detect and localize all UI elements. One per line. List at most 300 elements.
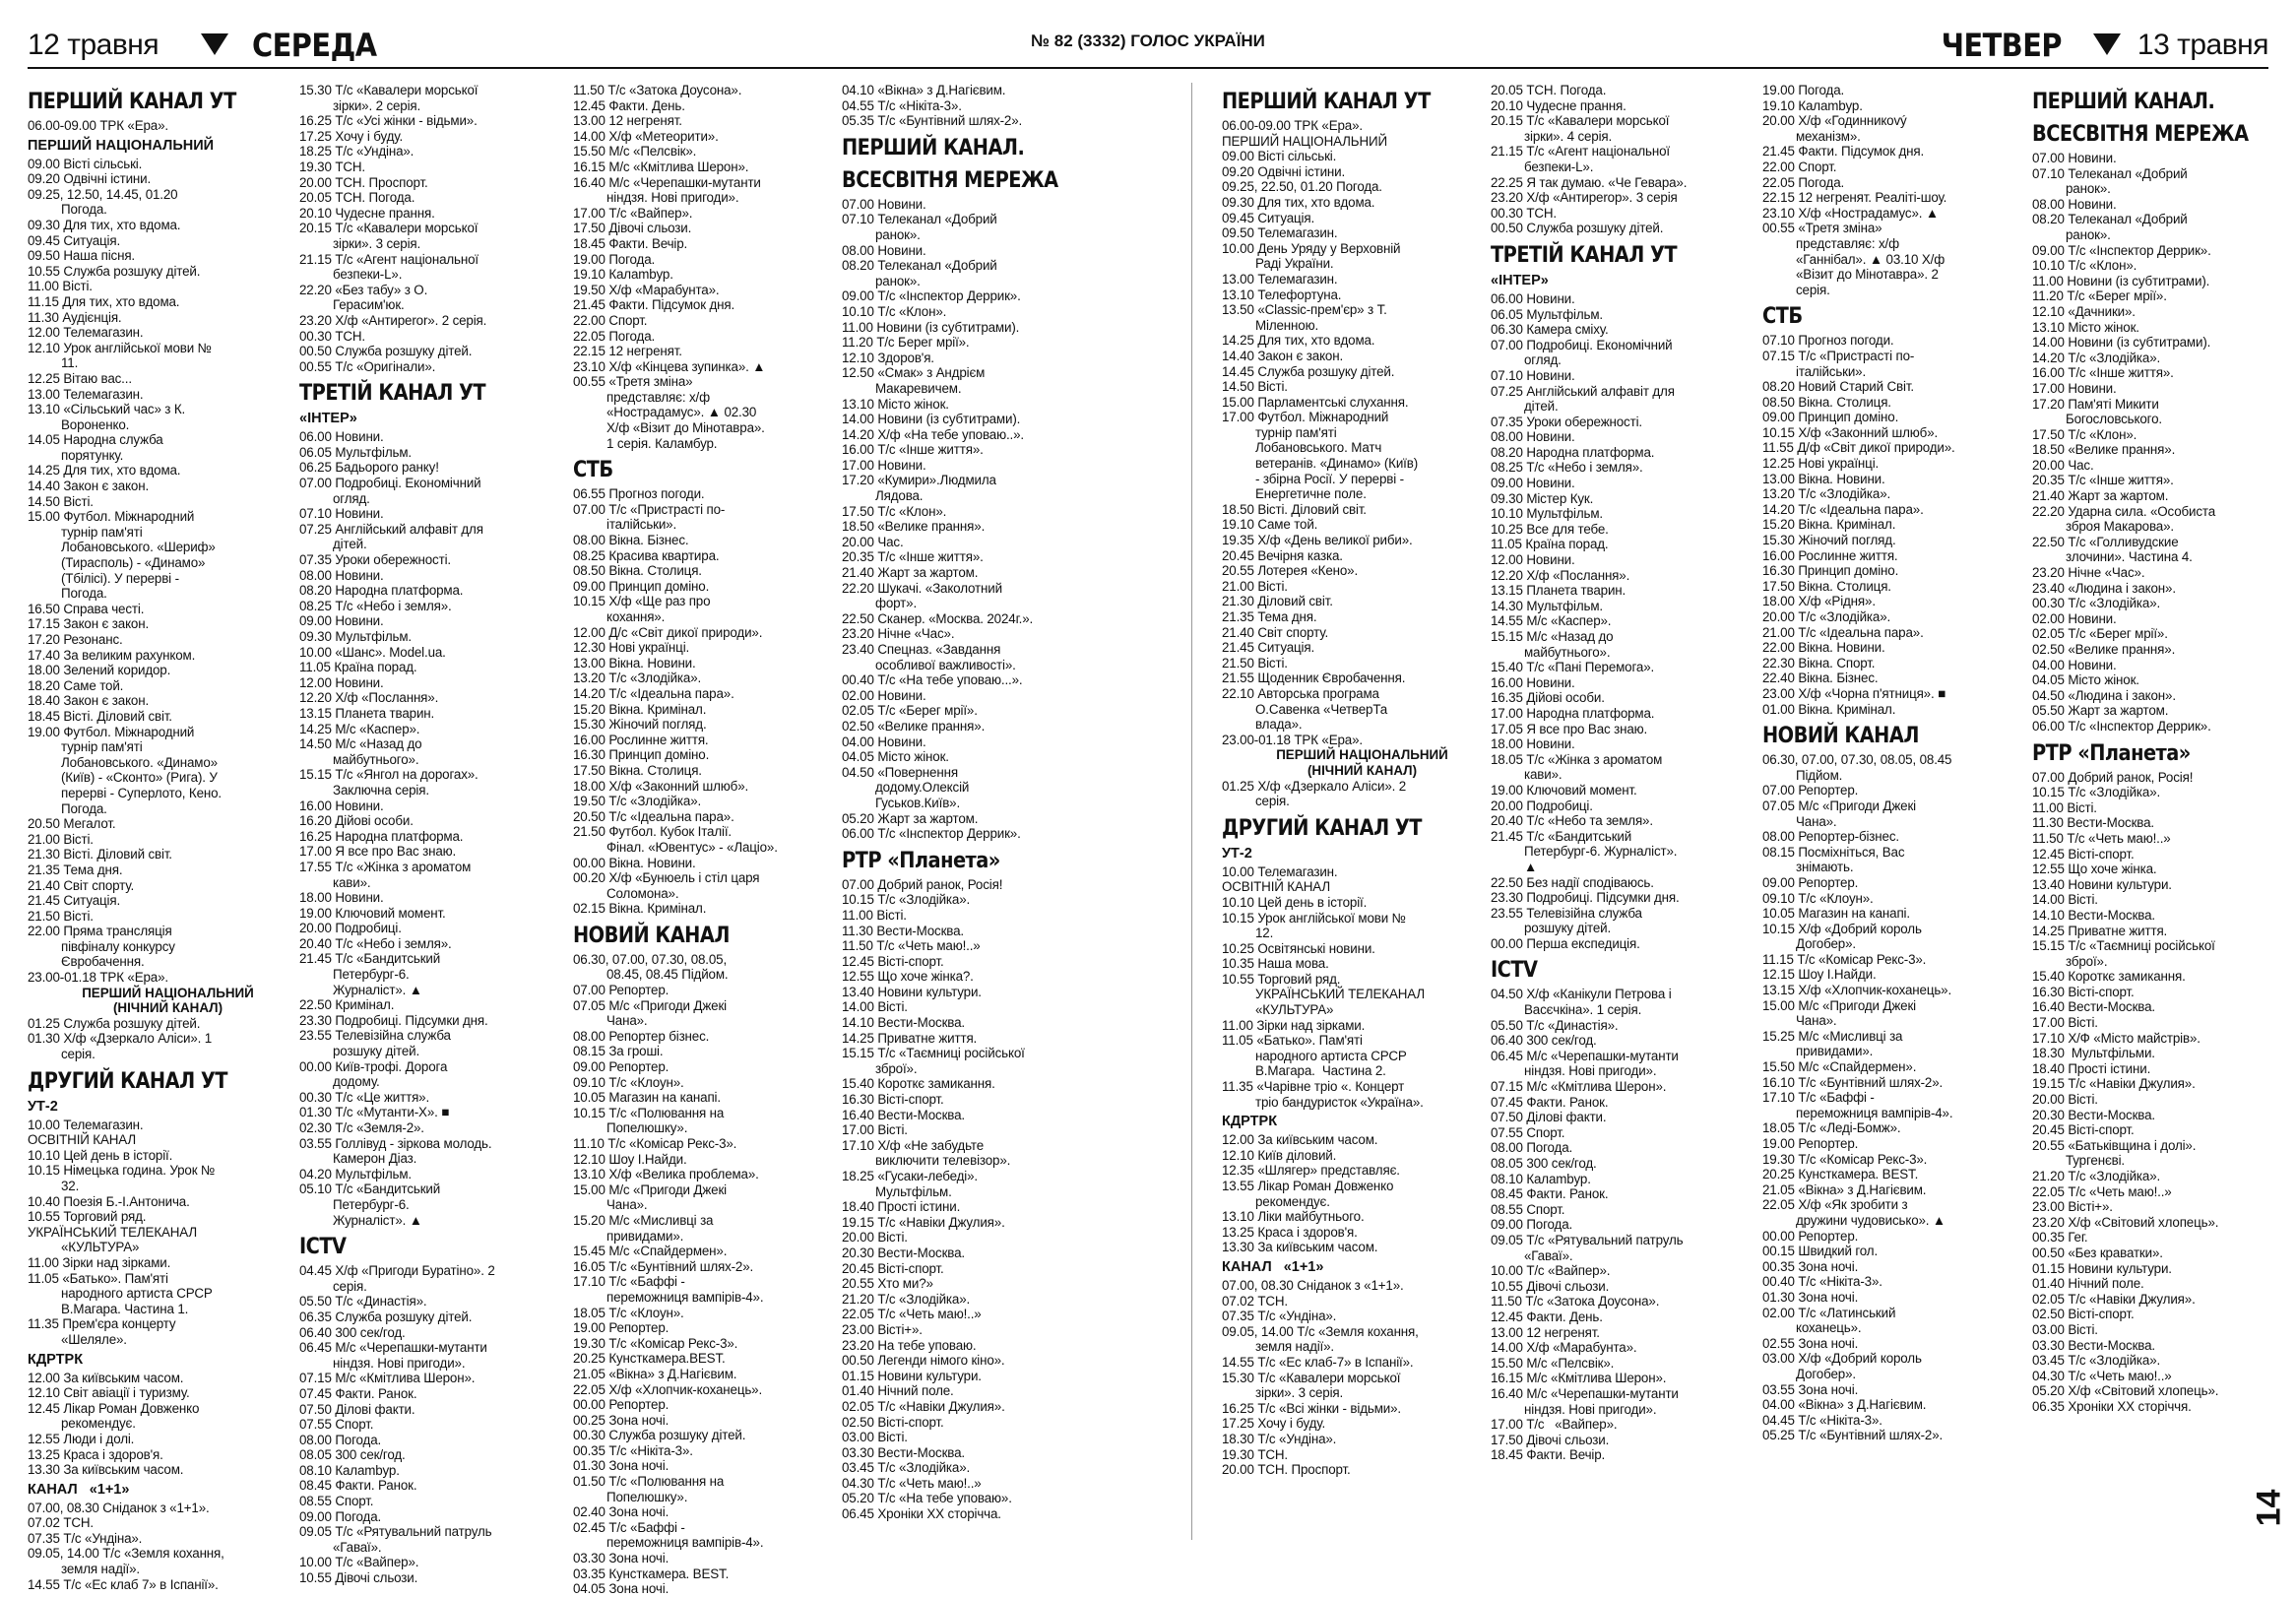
listing-line: 03.45 Т/с «Злодійка». <box>2032 1353 2161 1369</box>
listing-line: 12.00 Д/с «Світ дикої природи». <box>573 624 763 640</box>
listing-line: 11.05 Країна порад. <box>299 660 417 675</box>
listing-line: 07.15 М/с «Кмітлива Шерон». <box>1491 1079 1667 1095</box>
listing-line: 09.00 Т/с «Інспектор Деррик». <box>2032 242 2211 258</box>
listing-line: 17.00 Т/с «Вайпер». <box>1491 1417 1618 1433</box>
listing-continuation: ▲ <box>1524 859 1538 874</box>
listing-line: 19.10 Калambур. <box>573 267 673 283</box>
listing-line: 18.25 «Гусаки-лебеді». <box>842 1169 978 1183</box>
listing-line: 07.50 Ділові факти. <box>1491 1110 1607 1125</box>
listing-line: 00.50 Служба розшуку дітей. <box>1491 221 1664 236</box>
listing-line: 21.15 Т/с «Агент національної <box>299 251 478 267</box>
listing-continuation: порятунку. <box>61 447 124 463</box>
listing-line: 14.05 Народна служба <box>28 432 163 448</box>
listing-line: 15.20 Вікна. Кримінал. <box>573 701 707 717</box>
listing-continuation: Попелюшку». <box>606 1120 688 1136</box>
listing-line: 17.50 Вікна. Столиця. <box>573 762 702 778</box>
header-rule <box>28 67 2268 69</box>
listing-line: 13.00 Вікна. Новини. <box>573 655 696 671</box>
listing-line: 12.10 Шоу І.Найди. <box>573 1151 687 1167</box>
listing-line: 23.20 Нічне «Час». <box>842 626 955 642</box>
listing-continuation: представляє: х/ф <box>1796 235 1899 251</box>
listing-line: 21.35 Тема дня. <box>28 862 123 877</box>
listing-line: 22.10 Авторська програма <box>1222 685 1379 701</box>
listing-line: 12.15 Шоу І.Найди. <box>1762 967 1877 983</box>
listing-line: 14.20 Т/с «Ідеальна пара». <box>573 685 734 701</box>
listing-line: 01.30 Х/ф «Дзеркало Аліси». 1 <box>28 1031 213 1047</box>
listing-continuation: В.Магара. Частина 1. <box>61 1301 189 1316</box>
listing-continuation: коханець». <box>1796 1320 1862 1336</box>
listing-line: 11.50 Т/с «Затока Доусона». <box>1491 1294 1660 1310</box>
listing-line: 08.25 Т/с «Небо і земля». <box>1491 460 1643 476</box>
listing-line: 07.10 Телеканал «Добрий <box>2032 165 2188 181</box>
listing-line: 21.00 Т/с «Ідеальна пара». <box>1762 624 1924 640</box>
listing-line: 09.30 Мультфільм. <box>299 629 412 644</box>
listing-line: 11.20 Т/с «Берег мрії». <box>2032 288 2167 304</box>
listing-line: 08.15 За гроші. <box>573 1044 664 1059</box>
listing-continuation: дітей. <box>1524 399 1559 415</box>
listing-line: 21.30 Діловий світ. <box>1222 594 1333 609</box>
listing-continuation: Погода. <box>61 202 107 218</box>
listing-line: 22.20 Ударна сила. «Особиста <box>2032 503 2216 519</box>
listing-line: 09.00 Т/с «Інспектор Деррик». <box>842 288 1021 304</box>
listing-line: 17.00 Я все про Вас знаю. <box>299 844 457 860</box>
listing-line: 12.55 Що хоче жінка?. <box>842 969 974 985</box>
listing-line: 21.45 Ситуація. <box>1222 640 1315 656</box>
listing-continuation: ранок». <box>2066 181 2111 197</box>
listing-continuation: зброя Макарова». <box>2066 519 2174 535</box>
listing-line: 02.00 Новини. <box>2032 610 2117 626</box>
listing-line: 12.00 Телемагазин. <box>28 325 144 341</box>
listing-line: 14.00 Вісті. <box>842 999 908 1015</box>
listing-line: 10.55 Торговий ряд. <box>1222 971 1341 987</box>
listing-line: 08.15 Посміхніться, Вас <box>1762 844 1905 860</box>
section-label: (НІЧНИЙ КАНАЛ) <box>112 1000 223 1016</box>
listing-continuation: переможниця вампірів-4». <box>606 1289 764 1305</box>
listing-continuation: італійськи». <box>606 517 677 533</box>
channel-subheading: УТ-2 <box>28 1098 58 1115</box>
channel-heading: ВСЕСВІТНЯ МЕРЕЖА <box>2032 121 2249 147</box>
listing-line: 07.00 Новини. <box>2032 151 2117 165</box>
channel-heading: ТРЕТІЙ КАНАЛ УТ <box>1491 241 1678 268</box>
listing-line: 12.10 «Дачники». <box>2032 303 2136 319</box>
listing-line: 16.20 Дійові особи. <box>299 813 414 829</box>
listing-line: 00.50 Служба розшуку дітей. <box>299 344 473 359</box>
listing-line: 00.00 Київ-трофі. Дорога <box>299 1058 448 1074</box>
listing-line: 00.35 Зона ночі. <box>1762 1258 1859 1274</box>
listing-line: 08.20 Телеканал «Добрий <box>2032 212 2188 227</box>
listing-line: 03.35 Кунсткамера. BEST. <box>573 1565 730 1581</box>
listing-line: 13.55 Лікар Роман Довженко <box>1222 1179 1394 1193</box>
listing-line: 17.00 Вісті. <box>2032 1015 2098 1031</box>
listing-line: 12.25 Вітаю вас... <box>28 370 132 386</box>
listing-continuation: В.Магара. Частина 2. <box>1255 1063 1386 1079</box>
listing-line: 19.30 Т/с «Комісар Рекс-3». <box>573 1335 738 1351</box>
listing-line: 12.50 «Смак» з Андрієм <box>842 365 986 381</box>
listing-line: 15.15 Т/с «Таємниці російської <box>2032 938 2215 954</box>
listing-line: 03.00 Вісті. <box>842 1430 908 1445</box>
listing-continuation: кави». <box>333 874 371 890</box>
listing-line: 01.15 Новини культури. <box>842 1368 982 1383</box>
listing-continuation: Євробачення. <box>61 954 145 970</box>
listing-line: 19.00 Погода. <box>1762 83 1845 97</box>
listing-line: 20.00 ТСН. Проспорт. <box>299 174 428 190</box>
listing-line: 15.45 М/с «Спайдермен». <box>573 1244 728 1259</box>
listing-line: 10.15 Х/ф «Ще раз про <box>573 594 711 609</box>
listing-line: 18.20 Саме той. <box>28 677 124 693</box>
channel-heading: ВСЕСВІТНЯ МЕРЕЖА <box>842 166 1058 193</box>
listing-line: 23.00-01.18 ТРК «Ера». <box>1222 732 1363 747</box>
listing-line: 17.25 Хочу і буду. <box>1222 1416 1326 1432</box>
listing-line: 08.00 Новини. <box>299 567 384 583</box>
listing-line: 10.00 Телемагазин. <box>1222 863 1338 879</box>
listing-line: 07.15 Т/с «Пристрасті по- <box>1762 348 1915 363</box>
listing-continuation: зброї». <box>875 1060 918 1076</box>
listing-line: 14.50 Вісті. <box>1222 379 1288 395</box>
listing-line: 08.45 Факти. Ранок. <box>1491 1186 1609 1202</box>
listing-line: 15.30 Жіночий погляд. <box>573 717 707 733</box>
listing-line: 18.30 Т/с «Ундіна». <box>1222 1431 1337 1446</box>
listing-continuation: земля надії». <box>61 1562 140 1577</box>
listing-line: 20.45 Вечірня казка. <box>1222 547 1343 563</box>
listing-line: 17.00 Футбол. Міжнародний <box>1222 410 1389 425</box>
listing-line: 16.30 Принцип доміно. <box>573 747 710 763</box>
listing-continuation: ранок». <box>875 273 921 288</box>
listing-line: 10.15 Німецька година. Урок № <box>28 1163 216 1179</box>
listing-line: 17.50 Дівочі сльози. <box>1491 1432 1610 1447</box>
listing-line: 17.10 Т/с «Баффі - <box>573 1274 685 1290</box>
listing-line: 10.00 Т/с «Вайпер». <box>299 1555 419 1570</box>
listing-line: 02.55 Зона ночі. <box>1762 1335 1859 1351</box>
listing-continuation: переможниця вампірів-4». <box>1796 1105 1953 1120</box>
listing-line: 08.05 300 сек/год. <box>1491 1156 1597 1171</box>
listing-line: 05.50 Т/с «Династія». <box>1491 1017 1619 1033</box>
listing-line: 10.15 Урок англійської мови № <box>1222 910 1406 926</box>
listing-line: 21.50 Вісті. <box>28 908 94 924</box>
listing-line: 08.50 Вікна. Столиця. <box>573 563 702 579</box>
listing-line: 21.55 Щоденник Євробачення. <box>1222 671 1406 686</box>
listing-line: 14.45 Служба розшуку дітей. <box>1222 363 1395 379</box>
listing-line: 12.00 Новини. <box>299 674 384 690</box>
listing-line: 07.35 Т/с «Ундіна». <box>28 1530 143 1546</box>
listing-line: 00.55 «Третя зміна» <box>573 374 693 390</box>
listing-line: 14.50 Вісті. <box>28 493 94 509</box>
listing-line: 01.15 Новини культури. <box>2032 1260 2172 1276</box>
listing-continuation: привидами». <box>606 1228 684 1244</box>
listing-line: 12.55 Люди і долі. <box>28 1431 135 1446</box>
listing-line: 11.30 Вести-Москва. <box>842 923 964 938</box>
listing-line: 09.20 Одвічні істини. <box>28 171 152 187</box>
listing-continuation: ніндзя. Нові пригоди». <box>333 1355 466 1371</box>
listing-line: 22.05 Х/ф «Хлопчик-коханець». <box>573 1381 763 1397</box>
listing-line: 16.15 М/с «Кмітлива Шерон». <box>1491 1371 1667 1386</box>
listing-line: 02.05 Т/с «Навіки Джулия». <box>2032 1291 2196 1307</box>
listing-line: 09.00 Принцип доміно. <box>1762 410 1899 425</box>
listing-line: 11.05 Країна порад. <box>1491 537 1609 552</box>
listing-line: 21.45 Факти. Підсумок дня. <box>1762 144 1925 160</box>
listing-continuation: ніндзя. Нові пригоди». <box>1524 1401 1657 1417</box>
listing-line: 09.05 Т/с «Рятувальний патруль <box>299 1524 492 1540</box>
listing-line: 09.30 Для тих, хто вдома. <box>1222 194 1375 210</box>
listing-line: 02.05 Т/с «Берег мрії». <box>2032 626 2168 642</box>
listing-line: 08.10 Калambур. <box>299 1462 400 1478</box>
channel-subheading: ПЕРШИЙ НАЦІОНАЛЬНИЙ <box>28 137 215 154</box>
listing-line: ОСВІТНІЙ КАНАЛ <box>1222 879 1330 895</box>
listing-continuation: ранок». <box>2066 226 2111 242</box>
listing-line: 16.25 Т/с «Всі жінки - відьми». <box>1222 1400 1401 1416</box>
listing-line: 20.00 Подробиці. <box>1491 798 1593 813</box>
listing-line: 13.50 «Classic-прем'єр» з Т. <box>1222 302 1387 318</box>
listing-continuation: - збірна Росії. У перерві - <box>1255 471 1404 486</box>
listing-line: 10.15 Т/с «Злодійка». <box>2032 785 2161 800</box>
listing-line: 00.40 Т/с «На тебе уповаю...». <box>842 672 1023 688</box>
listing-line: 23.00-01.18 ТРК «Ера». <box>28 970 168 986</box>
listing-line: 16.50 Справа честі. <box>28 601 145 616</box>
listing-line: 08.45 Факти. Ранок. <box>299 1478 417 1494</box>
listing-line: 16.40 М/с «Черепашки-мутанти <box>573 174 761 190</box>
listing-line: 02.00 Т/с «Латинський <box>1762 1305 1896 1320</box>
listing-line: 00.55 «Третя зміна» <box>1762 221 1882 236</box>
listing-continuation: ветеранів. «Динамо» (Київ) <box>1255 456 1419 472</box>
listing-line: 06.00-09.00 ТРК «Ера». <box>28 118 168 133</box>
listing-line: 12.45 Факти. День. <box>573 97 685 113</box>
listing-line: 22.15 12 негренят. <box>573 344 682 359</box>
listing-continuation: зброї». <box>2066 953 2108 969</box>
listing-line: 11.20 Т/с Берег мрії». <box>842 335 970 351</box>
listing-line: 17.10 Х/ф «Не забудьте <box>842 1137 984 1153</box>
listing-line: 11.05 «Батько». Пам'яті <box>28 1270 168 1286</box>
listing-line: 14.40 Закон є закон. <box>1222 348 1344 363</box>
listing-line: 06.40 300 сек/год. <box>299 1324 406 1340</box>
listing-line: УКРАЇНСЬКИЙ ТЕЛЕКАНАЛ <box>28 1224 197 1240</box>
listing-line: 11.15 Т/с «Комісар Рекс-3». <box>1762 951 1927 967</box>
listing-continuation: (Київ) - «Сконто» (Рига). У <box>61 770 218 786</box>
listing-continuation: особливої важливості». <box>875 657 1016 672</box>
listing-line: 04.00 Новини. <box>2032 657 2117 672</box>
listing-line: 23.10 Х/ф «Кінцева зупинка». ▲ <box>573 358 766 374</box>
listing-line: 17.50 Т/с «Клон». <box>2032 426 2137 442</box>
listing-line: 16.40 М/с «Черепашки-мутанти <box>1491 1385 1679 1401</box>
listing-line: 22.00 Спорт. <box>573 312 648 328</box>
listing-line: 20.55 «Батьківщина і долі». <box>2032 1137 2197 1153</box>
listing-line: 14.25 Приватне життя. <box>842 1030 978 1046</box>
listing-line: 10.15 Т/с «Полювання на <box>573 1105 725 1120</box>
listing-line: 21.20 Т/с «Злодійка». <box>842 1291 971 1307</box>
listing-line: 00.30 ТСН. <box>299 328 365 344</box>
listing-line: 20.30 Вести-Москва. <box>2032 1107 2155 1122</box>
listing-line: 09.45 Ситуація. <box>1222 210 1315 225</box>
listing-line: 03.55 Голлівуд - зіркова молодь. <box>299 1135 492 1151</box>
listing-line: 19.00 Репортер. <box>573 1320 670 1336</box>
listing-line: 19.00 Футбол. Міжнародний <box>28 724 195 739</box>
listing-line: 17.15 Закон є закон. <box>28 616 150 632</box>
listing-continuation: рекомендує. <box>61 1416 136 1432</box>
listing-line: 20.15 Т/с «Кавалери морської <box>1491 113 1670 129</box>
listing-line: 08.55 Спорт. <box>1491 1201 1565 1217</box>
listing-line: 23.20 На тебе уповаю. <box>842 1337 977 1353</box>
listing-line: 22.40 Вікна. Бізнес. <box>1762 671 1879 686</box>
listing-line: 12.20 Х/ф «Послання». <box>1491 567 1630 583</box>
listing-line: 22.05 Погода. <box>573 328 656 344</box>
listing-line: 12.10 Київ діловий. <box>1222 1147 1337 1163</box>
listing-line: 08.00 Вікна. Бізнес. <box>573 533 689 548</box>
listing-line: 20.00 Вісті. <box>842 1230 908 1246</box>
listing-line: 22.05 Х/ф «Як зробити з <box>1762 1197 1908 1213</box>
listing-line: 17.00 Новини. <box>2032 380 2117 396</box>
listing-continuation: злочини». Частина 4. <box>2066 549 2193 565</box>
listing-continuation: (Тбілісі). У перерві - <box>61 570 179 586</box>
listing-line: 07.05 М/с «Пригоди Джекі <box>573 997 727 1013</box>
listing-line: 09.05 Т/с «Рятувальний патруль <box>1491 1232 1684 1247</box>
listing-line: 16.25 Т/с «Усі жінки - відьми». <box>299 113 478 129</box>
listing-line: 14.10 Вести-Москва. <box>2032 907 2155 923</box>
listing-continuation: кохання». <box>606 609 666 624</box>
listing-continuation: дітей. <box>333 537 367 552</box>
listing-line: 04.20 Мультфільм. <box>299 1166 412 1182</box>
listing-line: 00.00 Перша експедиція. <box>1491 935 1640 951</box>
listing-line: 21.00 Вісті. <box>1222 578 1288 594</box>
listing-line: 08.10 Калambур. <box>1491 1171 1591 1186</box>
listing-line: 07.00 Репортер. <box>573 983 670 998</box>
listing-line: 09.00 Вісті сільські. <box>28 156 143 171</box>
listing-continuation: зірки». 3 серія. <box>333 235 421 251</box>
listing-line: 04.05 Місто жінок. <box>2032 672 2139 688</box>
left-date: 12 травня <box>28 29 159 61</box>
listing-line: 00.25 Зона ночі. <box>573 1412 670 1428</box>
listing-line: 01.30 Зона ночі. <box>1762 1289 1859 1305</box>
listing-line: 10.25 Все для тебе. <box>1491 521 1609 537</box>
listing-line: 06.25 Бадьорого ранку! <box>299 460 439 476</box>
listing-line: 00.30 Т/с «Це життя». <box>299 1089 430 1105</box>
listing-line: 21.15 Т/с «Агент національної <box>1491 144 1670 160</box>
listing-line: 10.05 Магазин на канапі. <box>573 1090 721 1106</box>
listing-continuation: Лобановського. «Динамо» <box>61 754 218 770</box>
listing-line: 14.25 Для тих, хто вдома. <box>28 463 181 479</box>
listing-line: 20.00 ТСН. Проспорт. <box>1222 1462 1351 1478</box>
listing-line: 23.30 Подробиці. Підсумки дня. <box>299 1012 488 1028</box>
listing-column <box>1762 83 2023 1540</box>
listing-line: 11.50 Т/с «Затока Доусона». <box>573 83 742 97</box>
listing-line: 14.00 Вісті. <box>2032 892 2098 908</box>
listing-line: 14.25 М/с «Каспер». <box>299 721 420 736</box>
listing-line: 21.35 Тема дня. <box>1222 609 1317 624</box>
listing-line: 06.00 Т/с «Інспектор Деррик». <box>842 826 1021 842</box>
listing-continuation: «Гаваї». <box>1524 1247 1573 1263</box>
listing-line: 04.30 Т/с «Четь маю!..» <box>2032 1368 2172 1383</box>
listing-line: 07.00, 08.30 Сніданок з «1+1». <box>1222 1277 1404 1293</box>
listing-line: 06.00 Новини. <box>1491 290 1575 306</box>
listing-line: 14.00 Новини (із субтитрами). <box>2032 335 2211 351</box>
listing-line: 09.05, 14.00 Т/с «Земля кохання, <box>1222 1323 1419 1339</box>
listing-line: 15.40 Т/с «Пані Перемога». <box>1491 660 1655 675</box>
listing-line: 11.35 Прем'єра концерту <box>28 1316 176 1332</box>
listing-line: 20.00 Час. <box>842 534 904 549</box>
listing-continuation: серія. <box>333 1278 367 1294</box>
listing-line: 06.35 Хроніки XX сторіччя. <box>2032 1398 2192 1414</box>
listing-line: 11.10 Т/с «Комісар Рекс-3». <box>573 1136 737 1151</box>
listing-column <box>28 83 288 1592</box>
listing-line: 11.00 Вісті. <box>2032 799 2097 815</box>
listing-line: 07.00 Добрий ранок, Росія! <box>842 876 1003 892</box>
listing-continuation: «Шеляле». <box>61 1331 127 1347</box>
listing-line: 14.20 Т/с «Ідеальна пара». <box>1762 501 1924 517</box>
listing-line: 08.50 Вікна. Столиця. <box>1762 394 1891 410</box>
listing-line: 17.20 «Кумири».Людмила <box>842 473 996 488</box>
listing-line: 06.30, 07.00, 07.30, 08.05, <box>573 951 728 967</box>
listing-continuation: Соломона». <box>606 885 679 901</box>
listing-continuation: розшуку дітей. <box>1524 921 1612 936</box>
listing-continuation: Міленною. <box>1255 317 1319 333</box>
listing-line: 15.50 М/с «Пелсвік». <box>1491 1355 1615 1371</box>
listing-continuation: огляд. <box>1524 352 1562 368</box>
listing-line: 22.50 Сканер. «Москва. 2024г.». <box>842 610 1034 626</box>
listing-line: 16.00 Новини. <box>1491 674 1575 690</box>
listing-continuation: безпеки-L». <box>1524 159 1594 174</box>
listing-line: 06.30 Камера сміху. <box>1491 322 1609 338</box>
listing-line: 12.45 Вісті-спорт. <box>2032 846 2135 862</box>
listing-line: 00.30 ТСН. <box>1491 205 1557 221</box>
listing-continuation: додому.Олексій <box>875 780 970 796</box>
listing-line: 02.40 Зона ночі. <box>573 1504 670 1520</box>
channel-heading: ПЕРШИЙ КАНАЛ. <box>2032 89 2215 114</box>
channel-heading: СТБ <box>573 457 613 483</box>
listing-line: 09.10 Т/с «Клоун». <box>573 1074 684 1090</box>
listing-line: 09.30 Для тих, хто вдома. <box>28 217 181 232</box>
listing-line: 02.50 «Велике прання». <box>842 718 986 734</box>
listing-continuation: зірки». 3 серія. <box>1255 1385 1344 1401</box>
listing-line: 23.20 Нічне «Час». <box>2032 565 2145 581</box>
listing-line: 20.10 Чудесне прання. <box>299 205 435 221</box>
page-number: 14 <box>2250 1489 2288 1527</box>
listing-line: 23.00 Вісті+». <box>2032 1199 2113 1215</box>
listing-line: 14.55 Т/с «Ес клаб 7» в Іспанії». <box>28 1576 219 1592</box>
listing-line: 04.50 Х/ф «Канікули Петрова і <box>1491 987 1672 1002</box>
listing-line: 07.05 М/с «Пригоди Джекі <box>1762 798 1916 813</box>
listing-line: 21.00 Вісті. <box>28 831 94 847</box>
listing-continuation: 1 серія. Каламбур. <box>606 435 718 451</box>
listing-continuation: Лобановського. «Шериф» <box>61 540 216 555</box>
listing-line: 22.50 Кримінал. <box>299 997 395 1013</box>
listing-continuation: знімають. <box>1796 860 1854 875</box>
listing-line: 07.00 Добрий ранок, Росія! <box>2032 769 2194 785</box>
listing-line: 16.05 Т/с «Бунтівний шлях-2». <box>573 1258 754 1274</box>
listing-line: 00.50 «Без краватки». <box>2032 1245 2163 1260</box>
listing-continuation: Чана». <box>1796 1013 1837 1029</box>
listing-line: 01.40 Нічний поле. <box>2032 1276 2144 1292</box>
listing-line: 22.00 Пряма трансляція <box>28 924 172 939</box>
listing-line: 06.40 300 сек/год. <box>1491 1033 1597 1049</box>
listing-line: 08.20 Телеканал «Добрий <box>842 258 997 274</box>
listing-line: 01.25 Х/ф «Дзеркало Аліси». 2 <box>1222 778 1407 794</box>
listing-line: 21.40 Жарт за жартом. <box>842 565 979 581</box>
listing-line: 09.00 Погода. <box>299 1508 382 1524</box>
listing-line: 07.10 Телеканал «Добрий <box>842 212 997 227</box>
listing-line: 06.00-09.00 ТРК «Ера». <box>1222 118 1363 133</box>
listing-line: 20.45 Вісті-спорт. <box>2032 1122 2135 1138</box>
channel-heading: ДРУГИЙ КАНАЛ УТ <box>28 1067 227 1094</box>
section-label: (НІЧНИЙ КАНАЛ) <box>1307 762 1418 778</box>
listing-line: 21.45 Ситуація. <box>28 893 121 909</box>
listing-line: 17.00 Новини. <box>842 457 926 473</box>
channel-heading: СТБ <box>1762 303 1803 330</box>
listing-line: 14.55 М/с «Каспер». <box>1491 613 1612 629</box>
listing-line: 12.20 Х/ф «Послання». <box>299 690 439 706</box>
listing-line: 07.35 Уроки обережності. <box>299 552 451 568</box>
listing-continuation: безпеки-L». <box>333 267 403 283</box>
listing-continuation: серія. <box>1255 794 1290 809</box>
channel-heading: ICTV <box>1491 957 1538 984</box>
listing-line: 10.10 Т/с «Клон». <box>842 303 947 319</box>
section-label: ПЕРШИЙ НАЦІОНАЛЬНИЙ <box>1276 747 1448 763</box>
